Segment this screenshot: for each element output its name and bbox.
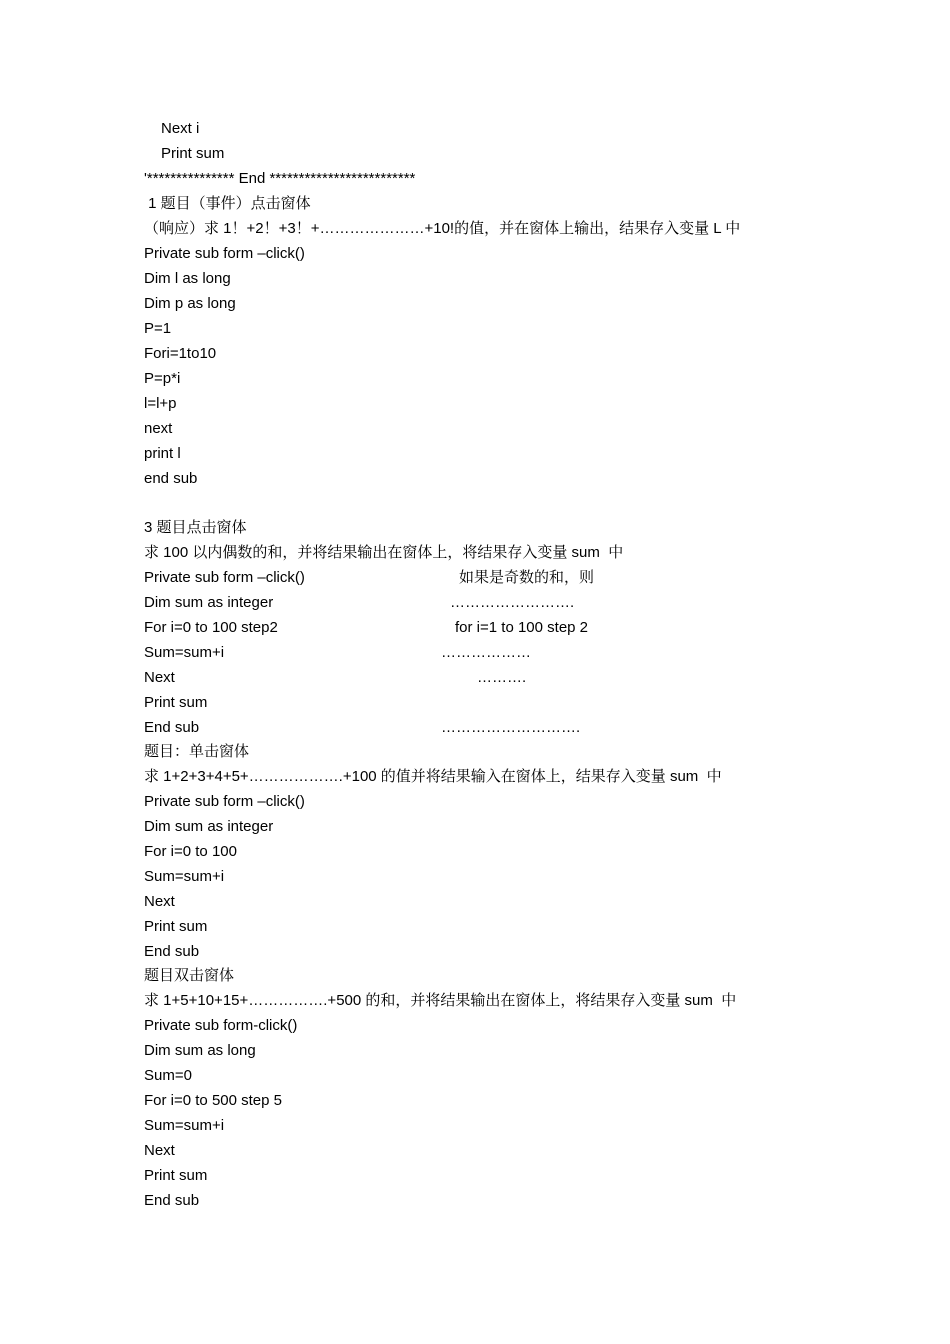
section-heading: 1 题目（事件）点击窗体 — [144, 195, 311, 212]
code-line: Sum=sum+i — [144, 644, 225, 661]
code-line: Next — [144, 669, 175, 686]
side-note: 如果是奇数的和，则 — [459, 569, 595, 586]
code-line: Private sub form –click() — [144, 245, 305, 262]
code-line: Sum=sum+i — [144, 868, 225, 885]
code-line: Print sum — [144, 694, 208, 711]
section-heading: 题目双击窗体 — [144, 967, 235, 984]
code-line: Next i — [161, 120, 200, 137]
code-line: P=p*i — [144, 370, 181, 387]
code-line: print l — [144, 445, 181, 462]
code-line: Sum=sum+i — [144, 1117, 225, 1134]
code-line: next — [144, 420, 173, 437]
code-line: Dim sum as integer — [144, 594, 274, 611]
side-note: ……………… — [441, 644, 531, 661]
problem-statement: （响应）求 1！+2！+3！+…………………+10!的值，并在窗体上输出，结果存入变量 L 中 — [144, 220, 741, 237]
side-note: ………. — [477, 669, 527, 686]
code-line: Sum=0 — [144, 1067, 192, 1084]
code-line: Next — [144, 893, 175, 910]
code-line: Dim sum as long — [144, 1042, 256, 1059]
code-line: end sub — [144, 470, 198, 487]
code-line: Print sum — [161, 145, 225, 162]
code-line: P=1 — [144, 320, 172, 337]
code-line: End sub — [144, 1192, 200, 1209]
code-line: End sub — [144, 943, 200, 960]
code-line: For i=0 to 100 — [144, 843, 237, 860]
section-divider: '*************** End ************************* — [144, 170, 416, 187]
code-line: Print sum — [144, 1167, 208, 1184]
code-line: For i=0 to 500 step 5 — [144, 1092, 283, 1109]
code-line: For i=0 to 100 step2 — [144, 619, 278, 636]
side-note: ……………………. — [450, 594, 575, 611]
code-line: End sub — [144, 719, 200, 736]
code-line: Private sub form –click() — [144, 569, 305, 586]
code-line: Dim sum as integer — [144, 818, 274, 835]
code-line: Dim p as long — [144, 295, 236, 312]
code-line: Dim l as long — [144, 270, 231, 287]
code-line: Print sum — [144, 918, 208, 935]
side-note: ………………………. — [441, 719, 581, 736]
code-line: l=l+p — [144, 395, 177, 412]
code-line: Fori=1to10 — [144, 345, 217, 362]
side-note: for i=1 to 100 step 2 — [455, 619, 589, 636]
section-heading: 3 题目点击窗体 — [144, 519, 247, 536]
problem-statement: 求 1+5+10+15+…………….+500 的和，并将结果输出在窗体上，将结果存入变量 sum 中 — [144, 992, 737, 1009]
problem-statement: 求 1+2+3+4+5+……………….+100 的值并将结果输入在窗体上，结果存入变量 sum 中 — [144, 768, 722, 785]
section-heading: 题目：单击窗体 — [144, 743, 250, 760]
problem-statement: 求 100 以内偶数的和，并将结果输出在窗体上，将结果存入变量 sum 中 — [144, 544, 624, 561]
code-line: Private sub form-click() — [144, 1017, 298, 1034]
code-line: Next — [144, 1142, 175, 1159]
code-line: Private sub form –click() — [144, 793, 305, 810]
